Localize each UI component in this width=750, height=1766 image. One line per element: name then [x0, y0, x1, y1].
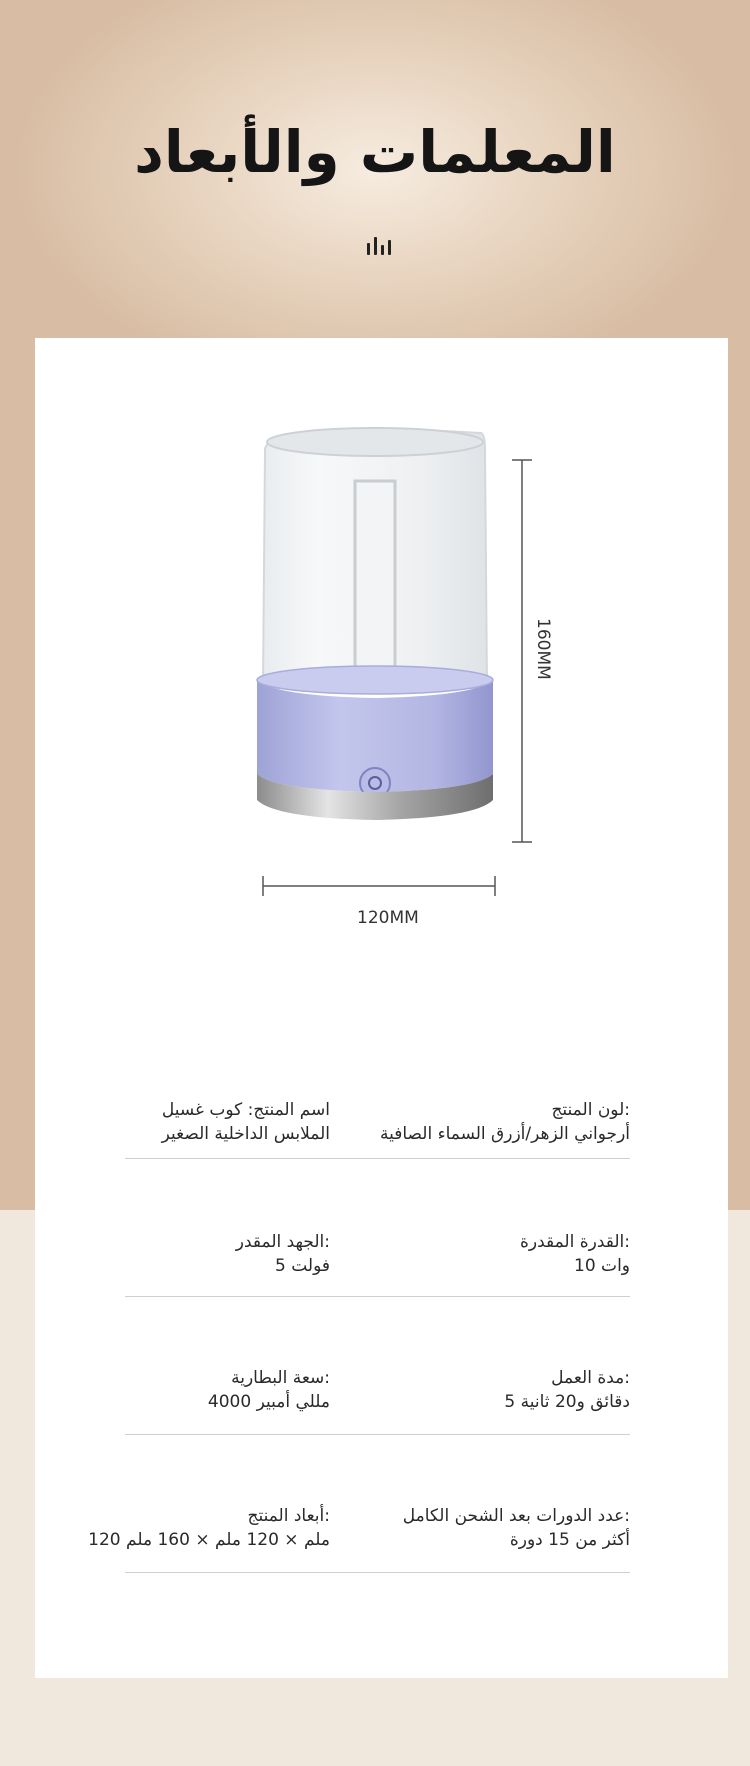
spec-row: [125, 1098, 630, 1159]
cup-handle: [355, 481, 395, 684]
width-dimension-label: 120MM: [357, 908, 419, 928]
spec-row: [88, 1504, 630, 1573]
product-image: [35, 338, 728, 998]
spec-product-dimensions: :أبعاد المنتج ملم × 120 ملم × 160 ملم 120: [88, 1506, 330, 1550]
cup-top: [267, 428, 483, 456]
product-card: [35, 338, 728, 1678]
spec-cycles-per-charge: :عدد الدورات بعد الشحن الكامل أكثر من 15 دورة: [402, 1506, 630, 1550]
spec-product-name: اسم المنتج: كوب غسيل الملابس الداخلية الصغير: [161, 1100, 330, 1144]
spec-rated-voltage: :الجهد المقدر فولت 5: [235, 1232, 330, 1276]
spec-working-time: :مدة العمل دقائق و20 ثانية 5: [504, 1368, 630, 1412]
spec-rated-power: :القدرة المقدرة وات 10: [519, 1232, 630, 1276]
page-title: المعلمات والأبعاد: [134, 118, 616, 186]
spec-battery-capacity: :سعة البطارية مللي أمبير 4000: [207, 1368, 330, 1412]
height-dimension-label: 160MM: [533, 618, 553, 680]
decorative-bars-icon: [365, 237, 395, 255]
spec-row: [125, 1366, 630, 1435]
spec-row: [125, 1230, 630, 1297]
spec-product-color: :لون المنتج أرجواني الزهر/أزرق السماء الصافية: [379, 1100, 630, 1144]
